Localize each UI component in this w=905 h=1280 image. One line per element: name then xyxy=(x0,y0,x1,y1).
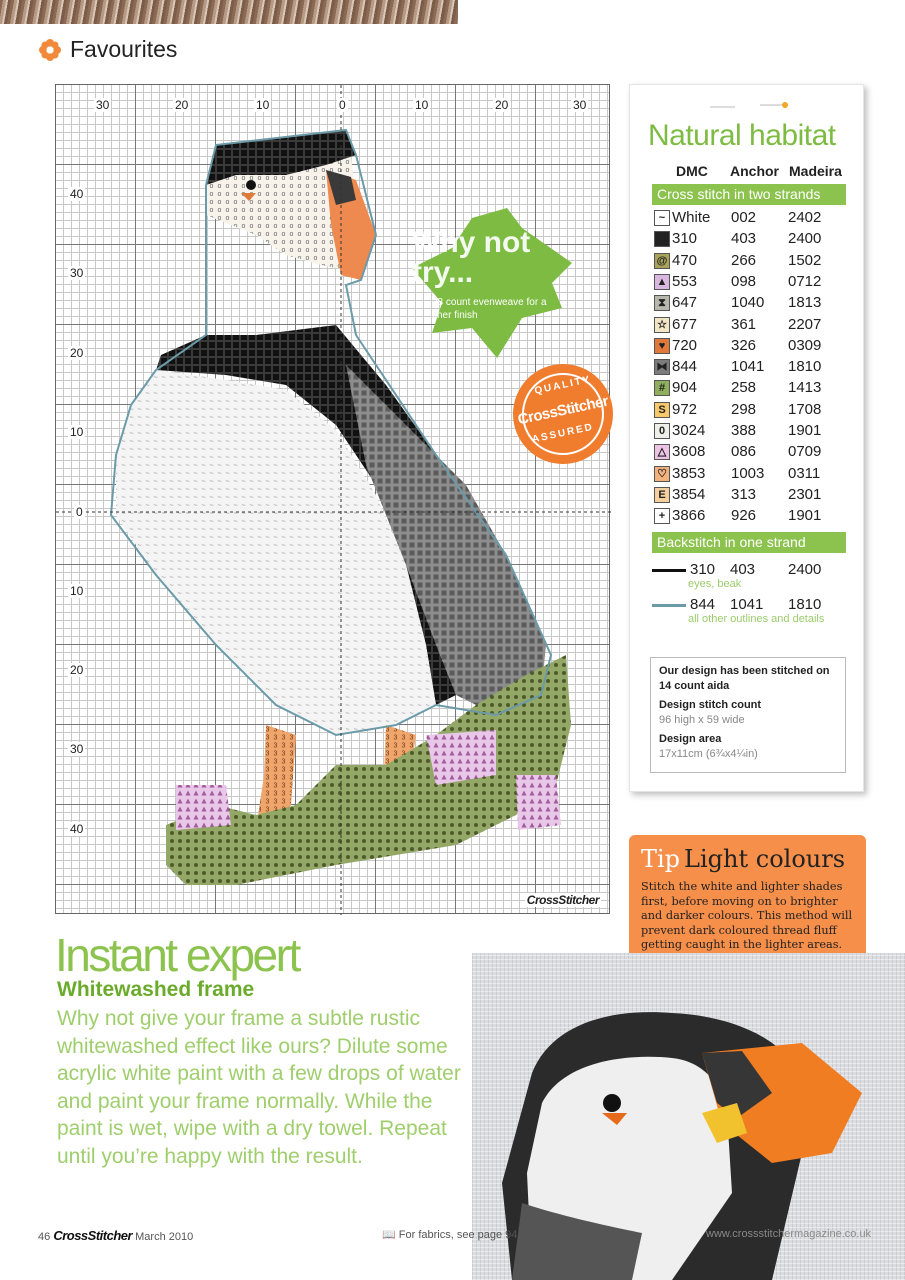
x-tick-label: 10 xyxy=(415,98,429,112)
y-tick-label: 20 xyxy=(70,663,84,677)
flower-icon xyxy=(38,38,62,62)
stamp-bottom-text: ASSURED xyxy=(531,421,595,446)
thread-symbol-icon: + xyxy=(654,508,670,524)
key-anchor: 258 xyxy=(731,379,757,397)
thread-symbol-icon xyxy=(654,231,670,247)
key-anchor: 098 xyxy=(731,272,757,290)
y-tick-label: 20 xyxy=(70,346,84,360)
issue-date: March 2010 xyxy=(135,1231,194,1243)
key-dmc: 3853 xyxy=(672,464,706,482)
key-row xyxy=(654,229,854,250)
key-anchor: 1041 xyxy=(731,358,765,376)
backstitch-line-swatch xyxy=(652,604,686,607)
key-anchor: 1040 xyxy=(731,294,765,312)
key-row xyxy=(654,336,854,357)
book-icon: 📖 xyxy=(382,1229,396,1241)
footer-url[interactable]: www.crossstitchermagazine.co.uk xyxy=(706,1228,872,1240)
key-row xyxy=(654,506,854,527)
key-madeira: 1901 xyxy=(788,422,822,439)
wood-header-strip xyxy=(0,0,458,24)
key-madeira: 0311 xyxy=(788,464,821,482)
col-anchor: Anchor xyxy=(730,163,779,179)
cross-stitch-header: Cross stitch in two strands xyxy=(652,184,846,205)
design-area-value: 17x11cm (6¾x4¼in) xyxy=(659,748,758,760)
promo-text: 28 count evenweave for a finer finish xyxy=(432,297,547,321)
bs-madeira: 1810 xyxy=(788,596,822,613)
y-tick-label: 40 xyxy=(70,187,84,201)
instant-expert-body: Why not give your frame a subtle rustic whitewashed effect like ours? Dilute some acrylic white paint with a few drops of water and paint your frame normally. While the paint is wet, wipe with a dry towel. Repeat until you’re happy with the result. xyxy=(57,1007,461,1168)
instant-expert-subtitle: Whitewashed frame xyxy=(57,978,255,1001)
thread-symbol-icon: ♥ xyxy=(654,338,670,354)
x-tick-label: 30 xyxy=(96,98,110,112)
key-row xyxy=(654,464,854,485)
key-madeira: 1708 xyxy=(788,400,822,418)
y-tick-label: 10 xyxy=(70,425,84,439)
key-row xyxy=(654,357,854,378)
stitch-count-value: 96 high x 59 wide xyxy=(659,714,745,726)
section-header xyxy=(38,36,177,63)
key-dmc: 844 xyxy=(672,358,698,376)
key-row xyxy=(654,251,854,272)
key-madeira: 2400 xyxy=(788,230,822,248)
tip-body: Stitch the white and lighter shades first, before moving on to brighter and darker colours. This method will prevent dark coloured thread fluff getting caught in the lighter areas. xyxy=(641,880,853,951)
promo-title: Why not try... xyxy=(412,226,531,289)
key-anchor: 361 xyxy=(731,315,757,333)
col-dmc: DMC xyxy=(676,163,708,179)
thread-symbol-icon: S xyxy=(654,402,670,418)
backstitch-header: Backstitch in one strand xyxy=(652,532,846,553)
stamp-top-text: QUALITY xyxy=(533,374,593,397)
key-anchor: 326 xyxy=(731,336,757,354)
key-madeira: 2402 xyxy=(788,209,822,226)
key-dmc: 720 xyxy=(672,336,698,354)
why-not-try-badge xyxy=(412,208,572,358)
thread-symbol-icon: ▲ xyxy=(654,274,670,290)
tip-prefix: Tip xyxy=(641,845,681,873)
key-row xyxy=(654,293,854,314)
key-anchor: 266 xyxy=(731,251,757,269)
footer-center xyxy=(382,1228,517,1241)
key-dmc: 677 xyxy=(672,315,698,333)
col-madeira: Madeira xyxy=(789,163,842,179)
y-tick-label: 30 xyxy=(70,742,84,756)
bs-note: eyes, beak xyxy=(688,578,742,590)
key-anchor: 002 xyxy=(731,209,757,226)
quality-stamp xyxy=(508,362,618,466)
key-madeira: 0709 xyxy=(788,443,822,461)
key-anchor: 298 xyxy=(731,400,757,418)
page-number: 46 xyxy=(38,1231,51,1243)
design-info-box xyxy=(650,657,846,773)
chart-logo: CrossStitcher xyxy=(526,893,599,907)
key-dmc: 3866 xyxy=(672,507,706,525)
key-dmc: 310 xyxy=(672,230,698,248)
pin-icon xyxy=(700,95,800,115)
instant-expert-title: Instant expert xyxy=(55,929,299,981)
stitch-count-label: Design stitch count xyxy=(659,699,762,711)
thread-symbol-icon: ⧓ xyxy=(654,359,670,375)
key-madeira: 0309 xyxy=(788,336,822,354)
x-tick-label: 20 xyxy=(495,98,509,112)
bs-anchor: 1041 xyxy=(730,596,764,613)
thread-symbol-icon: ♡ xyxy=(654,466,670,482)
bs-note: all other outlines and details xyxy=(688,613,825,625)
key-anchor: 086 xyxy=(731,443,757,461)
tip-heading: Light colours xyxy=(684,845,846,873)
key-anchor: 926 xyxy=(731,507,757,525)
key-row xyxy=(654,400,854,421)
y-tick-label: 30 xyxy=(70,266,84,280)
key-row xyxy=(654,485,854,506)
key-dmc: 972 xyxy=(672,400,698,418)
key-dmc: 553 xyxy=(672,272,698,290)
thread-symbol-icon: △ xyxy=(654,444,670,460)
y-tick-label: 0 xyxy=(76,505,83,519)
thread-symbol-icon: ~ xyxy=(654,210,670,226)
footer-left xyxy=(38,1228,193,1243)
key-dmc: White xyxy=(672,209,711,226)
key-title: Natural habitat xyxy=(648,119,836,152)
x-tick-label: 10 xyxy=(256,98,270,112)
x-tick-label: 0 xyxy=(339,98,346,112)
bs-anchor: 403 xyxy=(730,561,756,578)
design-note: Our design has been stitched on 14 count aida xyxy=(659,665,830,692)
key-row xyxy=(654,208,854,229)
thread-symbol-icon: 0 xyxy=(654,423,670,439)
footer-brand: CrossStitcher xyxy=(53,1228,133,1243)
key-madeira: 2207 xyxy=(788,315,822,333)
bs-dmc: 310 xyxy=(690,561,716,578)
key-dmc: 904 xyxy=(672,379,698,397)
tip-title xyxy=(641,845,845,873)
key-anchor: 403 xyxy=(731,230,757,248)
key-madeira: 1413 xyxy=(788,379,822,397)
key-dmc: 647 xyxy=(672,294,698,312)
key-row xyxy=(654,442,854,463)
key-row xyxy=(654,421,854,442)
section-label: Favourites xyxy=(70,36,178,62)
thread-symbol-icon: @ xyxy=(654,253,670,269)
y-tick-label: 40 xyxy=(70,822,84,836)
key-row xyxy=(654,378,854,399)
key-madeira: 1901 xyxy=(788,507,822,525)
key-madeira: 2301 xyxy=(788,485,822,503)
thread-symbol-icon: E xyxy=(654,487,670,503)
x-tick-label: 30 xyxy=(573,98,587,112)
key-dmc: 3024 xyxy=(672,422,706,439)
key-row xyxy=(654,315,854,336)
key-madeira: 0712 xyxy=(788,272,822,290)
key-madeira: 1502 xyxy=(788,251,822,269)
key-anchor: 313 xyxy=(731,485,757,503)
key-anchor: 1003 xyxy=(731,464,765,482)
thread-key-panel xyxy=(629,84,864,792)
key-madeira: 1810 xyxy=(788,358,822,376)
thread-symbol-icon: ⧗ xyxy=(654,295,670,311)
bs-madeira: 2400 xyxy=(788,561,822,578)
stamp-brand: CrossStitcher xyxy=(516,392,610,429)
key-dmc: 470 xyxy=(672,251,698,269)
thread-symbol-icon: # xyxy=(654,380,670,396)
key-madeira: 1813 xyxy=(788,294,822,312)
key-anchor: 388 xyxy=(731,422,757,439)
thread-symbol-icon: ☆ xyxy=(654,317,670,333)
key-dmc: 3854 xyxy=(672,485,706,503)
bs-dmc: 844 xyxy=(690,596,716,613)
fabrics-note: For fabrics, see page 94 xyxy=(398,1229,518,1241)
key-dmc: 3608 xyxy=(672,443,706,461)
backstitch-line-swatch xyxy=(652,569,686,572)
y-tick-label: 10 xyxy=(70,584,84,598)
key-row xyxy=(654,272,854,293)
design-area-label: Design area xyxy=(659,733,722,745)
x-tick-label: 20 xyxy=(175,98,189,112)
